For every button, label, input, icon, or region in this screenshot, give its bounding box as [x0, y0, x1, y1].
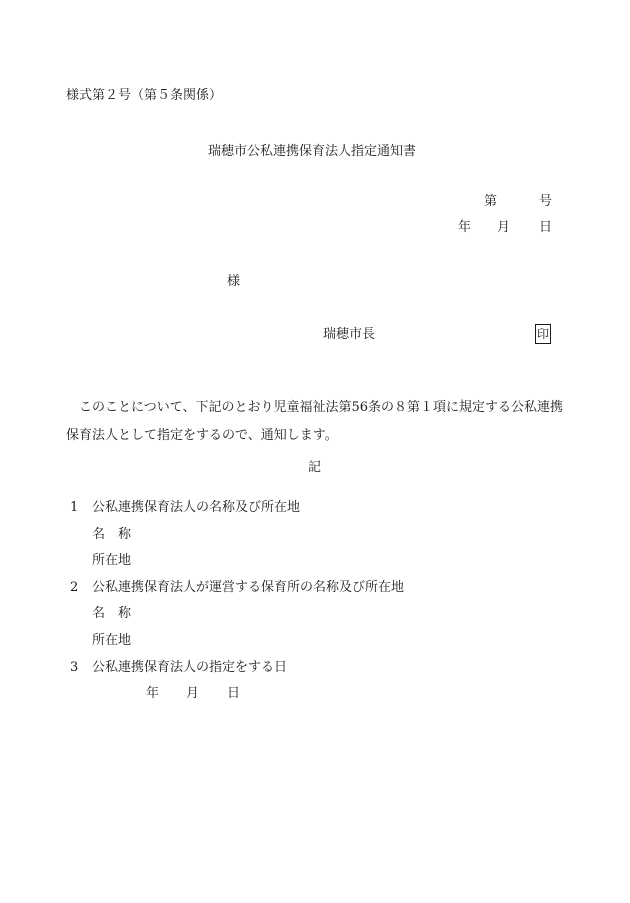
item-address-label: 所在地: [92, 633, 132, 648]
document-number-go: 号: [539, 194, 553, 209]
name-label-char-1: 名: [92, 527, 106, 542]
section-heading: 記: [308, 460, 322, 475]
form-number: 様式第２号（第５条関係）: [66, 88, 223, 103]
designation-date-day-label: 日: [227, 686, 241, 701]
item-text: 公私連携保育法人の指定をする日: [92, 660, 288, 675]
name-label-char-1: 名: [92, 606, 106, 621]
item-number: 2: [70, 580, 79, 595]
seal-stamp: 印: [535, 324, 551, 344]
addressee-suffix: 様: [227, 274, 241, 289]
item-address-label: 所在地: [92, 553, 132, 568]
item-name-label: [92, 606, 131, 622]
date-day-label: 日: [539, 220, 553, 235]
designation-date-year-label: 年: [146, 686, 160, 701]
document-title: 瑞穂市公私連携保育法人指定通知書: [208, 144, 417, 159]
date-year-label: 年: [458, 220, 472, 235]
document-number-dai: 第: [484, 194, 498, 209]
body-paragraph: このことについて、下記のとおり児童福祉法第56条の８第１項に規定する公私連携保育法人として指定をするので、通知します。: [66, 400, 564, 443]
name-label-char-2: 称: [118, 606, 132, 621]
name-label-char-2: 称: [118, 527, 132, 542]
item-name-label: [92, 527, 131, 543]
item-text: 公私連携保育法人が運営する保育所の名称及び所在地: [92, 580, 405, 595]
item-number: 3: [70, 660, 79, 675]
item-number: 1: [70, 500, 79, 515]
item-text: 公私連携保育法人の名称及び所在地: [92, 500, 301, 515]
issuer-name: 瑞穂市長: [323, 327, 376, 342]
date-month-label: 月: [497, 220, 511, 235]
designation-date-month-label: 月: [186, 686, 200, 701]
